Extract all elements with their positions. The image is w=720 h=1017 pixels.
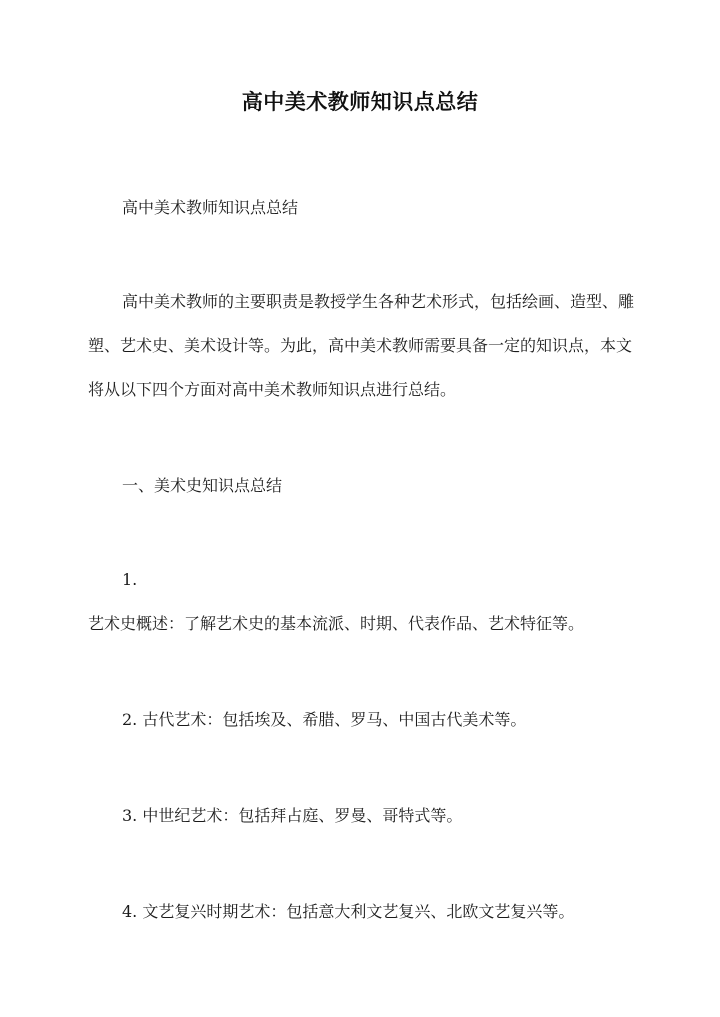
list-item-text: 艺术史概述：了解艺术史的基本流派、时期、代表作品、艺术特征等。: [88, 614, 585, 633]
list-item: [88, 698, 636, 742]
list-item-text: 中世纪艺术：包括拜占庭、罗曼、哥特式等。: [142, 806, 463, 825]
list-item-number: 1.: [122, 570, 138, 589]
list-item-number: 4.: [122, 902, 138, 921]
document-title: 高中美术教师知识点总结: [241, 89, 479, 114]
section-heading-art-history: 一、美术史知识点总结: [122, 476, 283, 495]
list-item-number: 3.: [122, 806, 138, 825]
document-subtitle: 高中美术教师知识点总结: [122, 198, 299, 217]
list-item-text: 文艺复兴时期艺术：包括意大利文艺复兴、北欧文艺复兴等。: [142, 902, 575, 921]
list-item-number: 2.: [122, 710, 138, 729]
list-item-text: 古代艺术：包括埃及、希腊、罗马、中国古代美术等。: [142, 710, 527, 729]
list-item: [88, 794, 636, 838]
list-item: [88, 890, 636, 934]
intro-paragraph: 高中美术教师的主要职责是教授学生各种艺术形式，包括绘画、造型、雕塑、艺术史、美术设计等。为此，高中美术教师需要具备一定的知识点，本文将从以下四个方面对高中美术教师知识点进行总结。: [88, 292, 635, 399]
